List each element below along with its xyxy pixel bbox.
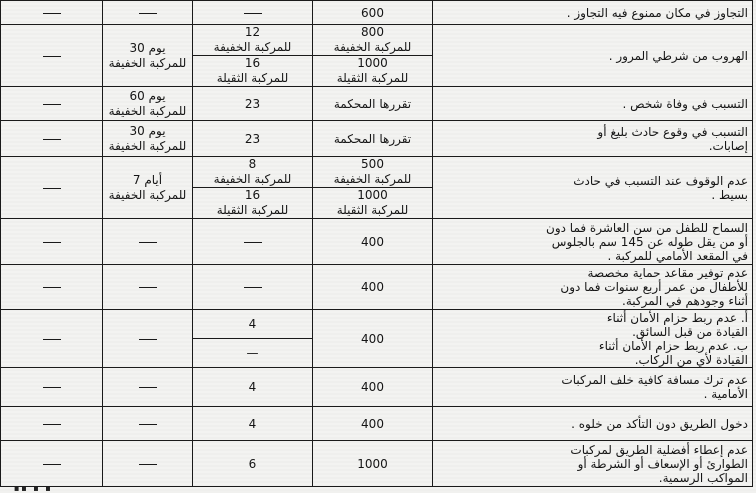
dash-mark [244, 287, 262, 288]
suspension-cell: 7 أيام للمركبة الخفيفة [103, 157, 193, 219]
other-cell [1, 87, 103, 121]
points-cell-heavy: 16 للمركبة الثقيلة [193, 188, 313, 219]
dash-mark [43, 13, 61, 14]
other-cell [1, 25, 103, 87]
suspension-cell: 30 يوم للمركبة الخفيفة [103, 121, 193, 157]
suspension-cell [103, 407, 193, 441]
points-cell-heavy: 16 للمركبة الثقيلة [193, 56, 313, 87]
table-row [1, 25, 753, 56]
violation-description: السماح للطفل من سن العاشرة فما دون أو من يقل طوله عن 145 سم بالجلوس في المقعد الأمامي للمركبة . [433, 219, 753, 265]
violation-description: التسبب في وقوع حادث بليغ أو إصابات. [433, 121, 753, 157]
violation-description: عدم إعطاء أفضلية الطريق لمركبات الطوارئ أو الإسعاف أو الشرطة أو المواكب الرسمية. [433, 441, 753, 487]
table-row [1, 121, 753, 157]
other-cell [1, 157, 103, 219]
table-row [1, 219, 753, 265]
dash-mark [139, 242, 157, 243]
fine-cell-heavy: 1000 للمركبة الثقيلة [313, 56, 433, 87]
fine-cell: 400 [313, 265, 433, 310]
points-cell-light: 12 للمركبة الخفيفة [193, 25, 313, 56]
dash-mark [244, 13, 262, 14]
dash-mark [43, 287, 61, 288]
suspension-cell [103, 368, 193, 407]
points-cell: 4 [193, 407, 313, 441]
dash-mark [43, 56, 61, 57]
violation-description: دخول الطريق دون التأكد من خلوه . [433, 407, 753, 441]
violation-description: عدم ترك مسافة كافية خلف المركبات الأمامية . [433, 368, 753, 407]
points-cell: 23 [193, 121, 313, 157]
table-row [1, 87, 753, 121]
table-row [1, 157, 753, 188]
table-row [1, 407, 753, 441]
dash-mark [139, 464, 157, 465]
suspension-cell: 30 يوم للمركبة الخفيفة [103, 25, 193, 87]
dash-mark [139, 13, 157, 14]
table-row [1, 368, 753, 407]
dash-mark [244, 242, 262, 243]
suspension-cell: 60 يوم للمركبة الخفيفة [103, 87, 193, 121]
fine-cell: 600 [313, 1, 433, 25]
points-cell: 23 [193, 87, 313, 121]
dash-mark [139, 387, 157, 388]
dash-mark [43, 424, 61, 425]
dash-mark [43, 464, 61, 465]
violation-description: التجاوز في مكان ممنوع فيه التجاوز . [433, 1, 753, 25]
dash-mark [43, 387, 61, 388]
fine-cell: تقررها المحكمة [313, 121, 433, 157]
fine-cell-light: 800 للمركبة الخفيفة [313, 25, 433, 56]
points-cell-light: 8 للمركبة الخفيفة [193, 157, 313, 188]
points-cell [193, 219, 313, 265]
other-cell [1, 121, 103, 157]
points-cell [193, 265, 313, 310]
suspension-cell [103, 310, 193, 368]
fine-cell: 1000 [313, 441, 433, 487]
suspension-cell [103, 441, 193, 487]
fine-cell: تقررها المحكمة [313, 87, 433, 121]
suspension-cell [103, 219, 193, 265]
fine-cell-heavy: 1000 للمركبة الثقيلة [313, 188, 433, 219]
suspension-cell [103, 1, 193, 25]
fine-cell: 400 [313, 407, 433, 441]
fine-cell-light: 500 للمركبة الخفيفة [313, 157, 433, 188]
dash-mark [43, 242, 61, 243]
other-cell [1, 407, 103, 441]
table-row [1, 441, 753, 487]
fine-cell: 400 [313, 310, 433, 368]
dash-mark [139, 287, 157, 288]
points-cell: 6 [193, 441, 313, 487]
dash-mark [43, 139, 61, 140]
violation-description: عدم الوقوف عند التسبب في حادث بسيط . [433, 157, 753, 219]
violation-description: الهروب من شرطي المرور . [433, 25, 753, 87]
violation-description: عدم توفير مقاعد حماية مخصصة للأطفال من عمر أربع سنوات فما دون أثناء وجودهم في المركبة. [433, 265, 753, 310]
dash-mark [43, 339, 61, 340]
violation-description: أ. عدم ربط حزام الأمان أثناء القيادة من قبل السائق. ب. عدم ربط حزام الأمان أثناء القيادة لأي من الركاب. [433, 310, 753, 368]
violation-description: التسبب في وفاة شخص . [433, 87, 753, 121]
fine-cell: 400 [313, 368, 433, 407]
table-row [1, 1, 753, 25]
points-cell [193, 1, 313, 25]
points-cell-driver: 4 [193, 310, 313, 339]
other-cell [1, 1, 103, 25]
table-row [1, 310, 753, 339]
dash-mark [139, 424, 157, 425]
suspension-cell [103, 265, 193, 310]
other-cell [1, 219, 103, 265]
scan-artifact-marks: ▪▪ ▪ ▪ [14, 484, 53, 493]
other-cell [1, 265, 103, 310]
points-cell-passenger: — [193, 339, 313, 368]
table-row [1, 265, 753, 310]
dash-mark [43, 104, 61, 105]
other-cell [1, 441, 103, 487]
dash-mark [43, 188, 61, 189]
other-cell [1, 310, 103, 368]
points-cell: 4 [193, 368, 313, 407]
other-cell [1, 368, 103, 407]
fine-cell: 400 [313, 219, 433, 265]
dash-mark [139, 339, 157, 340]
